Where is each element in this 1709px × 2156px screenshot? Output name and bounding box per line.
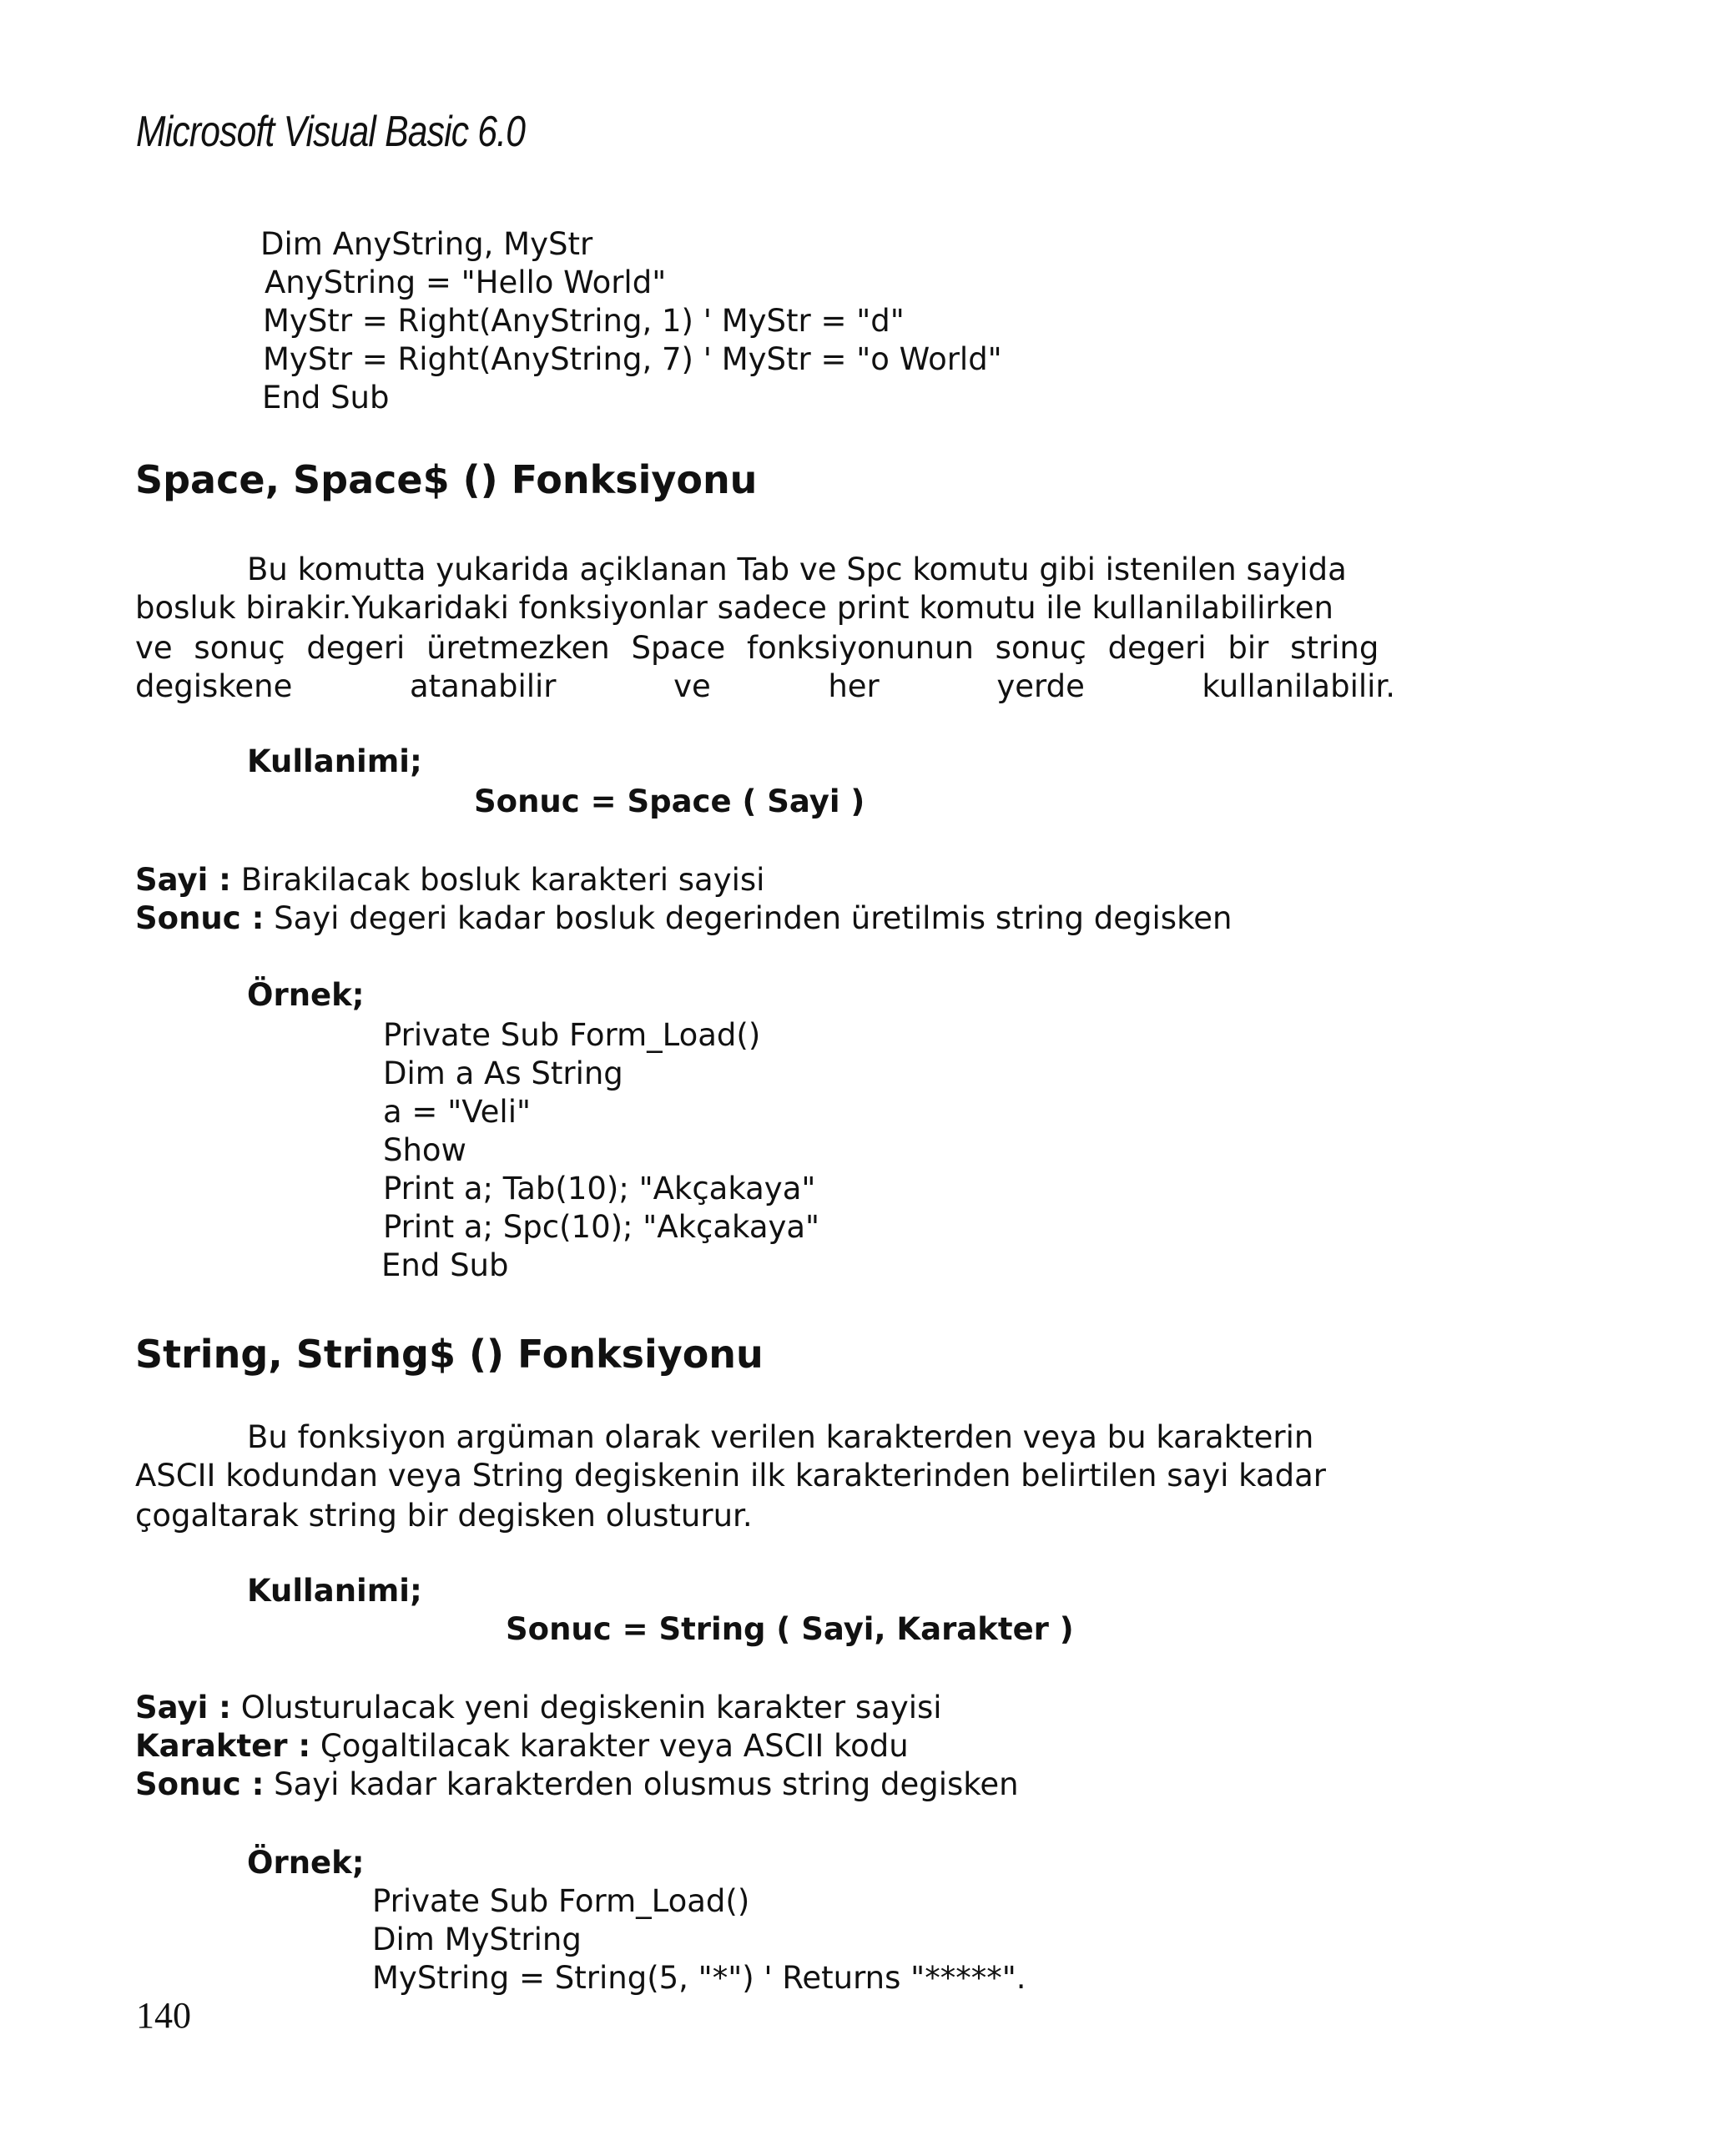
code-line: MyStr = Right(AnyString, 7) ' MyStr = "o World": [263, 341, 1002, 377]
paragraph-line: ASCII kodundan veya String degiskenin ilk karakterinden belirtilen sayi kadar: [135, 1458, 1326, 1494]
page-number: 140: [136, 1995, 191, 2036]
code-line: AnyString = "Hello World": [265, 264, 667, 300]
section-heading-string: String, String$ () Fonksiyonu: [135, 1332, 764, 1377]
code-line: Private Sub Form_Load(): [383, 1017, 761, 1053]
param-name: Sayi :: [135, 1690, 231, 1725]
code-line: a = "Veli": [383, 1094, 531, 1130]
code-line: MyStr = Right(AnyString, 1) ' MyStr = "d": [263, 303, 905, 339]
example-label: Örnek;: [247, 977, 365, 1013]
code-line: Dim AnyString, MyStr: [260, 226, 593, 262]
param-item: [135, 1766, 1019, 1804]
code-line: Private Sub Form_Load(): [372, 1883, 750, 1919]
param-name: Karakter :: [135, 1728, 311, 1764]
section-heading-space: Space, Space$ () Fonksiyonu: [135, 457, 758, 502]
code-line: Dim a As String: [383, 1055, 623, 1091]
code-line: Dim MyString: [372, 1922, 582, 1957]
usage-syntax: Sonuc = Space ( Sayi ): [474, 783, 865, 819]
paragraph-line: Bu fonksiyon argüman olarak verilen karakterden veya bu karakterin: [247, 1419, 1314, 1455]
param-name: Sonuc :: [135, 900, 265, 936]
param-desc: Sayi kadar karakterden olusmus string degisken: [264, 1766, 1019, 1802]
param-name: Sayi :: [135, 862, 231, 898]
usage-label: Kullanimi;: [247, 1573, 422, 1609]
usage-label: Kullanimi;: [247, 743, 422, 779]
paragraph-line: ve sonuç degeri üretmezken Space fonksiyonunun sonuç degeri bir string: [135, 630, 1379, 666]
param-desc: Çogaltilacak karakter veya ASCII kodu: [310, 1728, 909, 1764]
paragraph-line: çogaltarak string bir degisken olusturur.: [135, 1498, 753, 1534]
param-desc: Birakilacak bosluk karakteri sayisi: [230, 862, 765, 898]
param-name: Sonuc :: [135, 1766, 265, 1802]
paragraph-line: degiskene atanabilir ve her yerde kullanilabilir.: [135, 668, 1395, 704]
paragraph-line: bosluk birakir.Yukaridaki fonksiyonlar sadece print komutu ile kullanilabilirken: [135, 590, 1333, 626]
code-line: End Sub: [381, 1247, 509, 1283]
code-line: Print a; Tab(10); "Akçakaya": [383, 1171, 816, 1206]
code-line: Show: [383, 1132, 466, 1168]
code-line: Print a; Spc(10); "Akçakaya": [383, 1209, 820, 1245]
running-header: Microsoft Visual Basic 6.0: [136, 108, 526, 156]
example-label: Örnek;: [247, 1845, 365, 1881]
param-desc: Olusturulacak yeni degiskenin karakter sayisi: [230, 1690, 942, 1725]
param-item: [135, 1727, 909, 1766]
usage-syntax: Sonuc = String ( Sayi, Karakter ): [506, 1611, 1074, 1647]
param-item: [135, 861, 764, 899]
param-item: [135, 1689, 942, 1727]
param-item: [135, 899, 1232, 938]
code-line: End Sub: [262, 380, 390, 416]
paragraph-line: Bu komutta yukarida açiklanan Tab ve Spc komutu gibi istenilen sayida: [247, 552, 1347, 587]
code-line: MyString = String(5, "*") ' Returns "*****".: [372, 1960, 1026, 1996]
param-desc: Sayi degeri kadar bosluk degerinden üretilmis string degisken: [264, 900, 1233, 936]
